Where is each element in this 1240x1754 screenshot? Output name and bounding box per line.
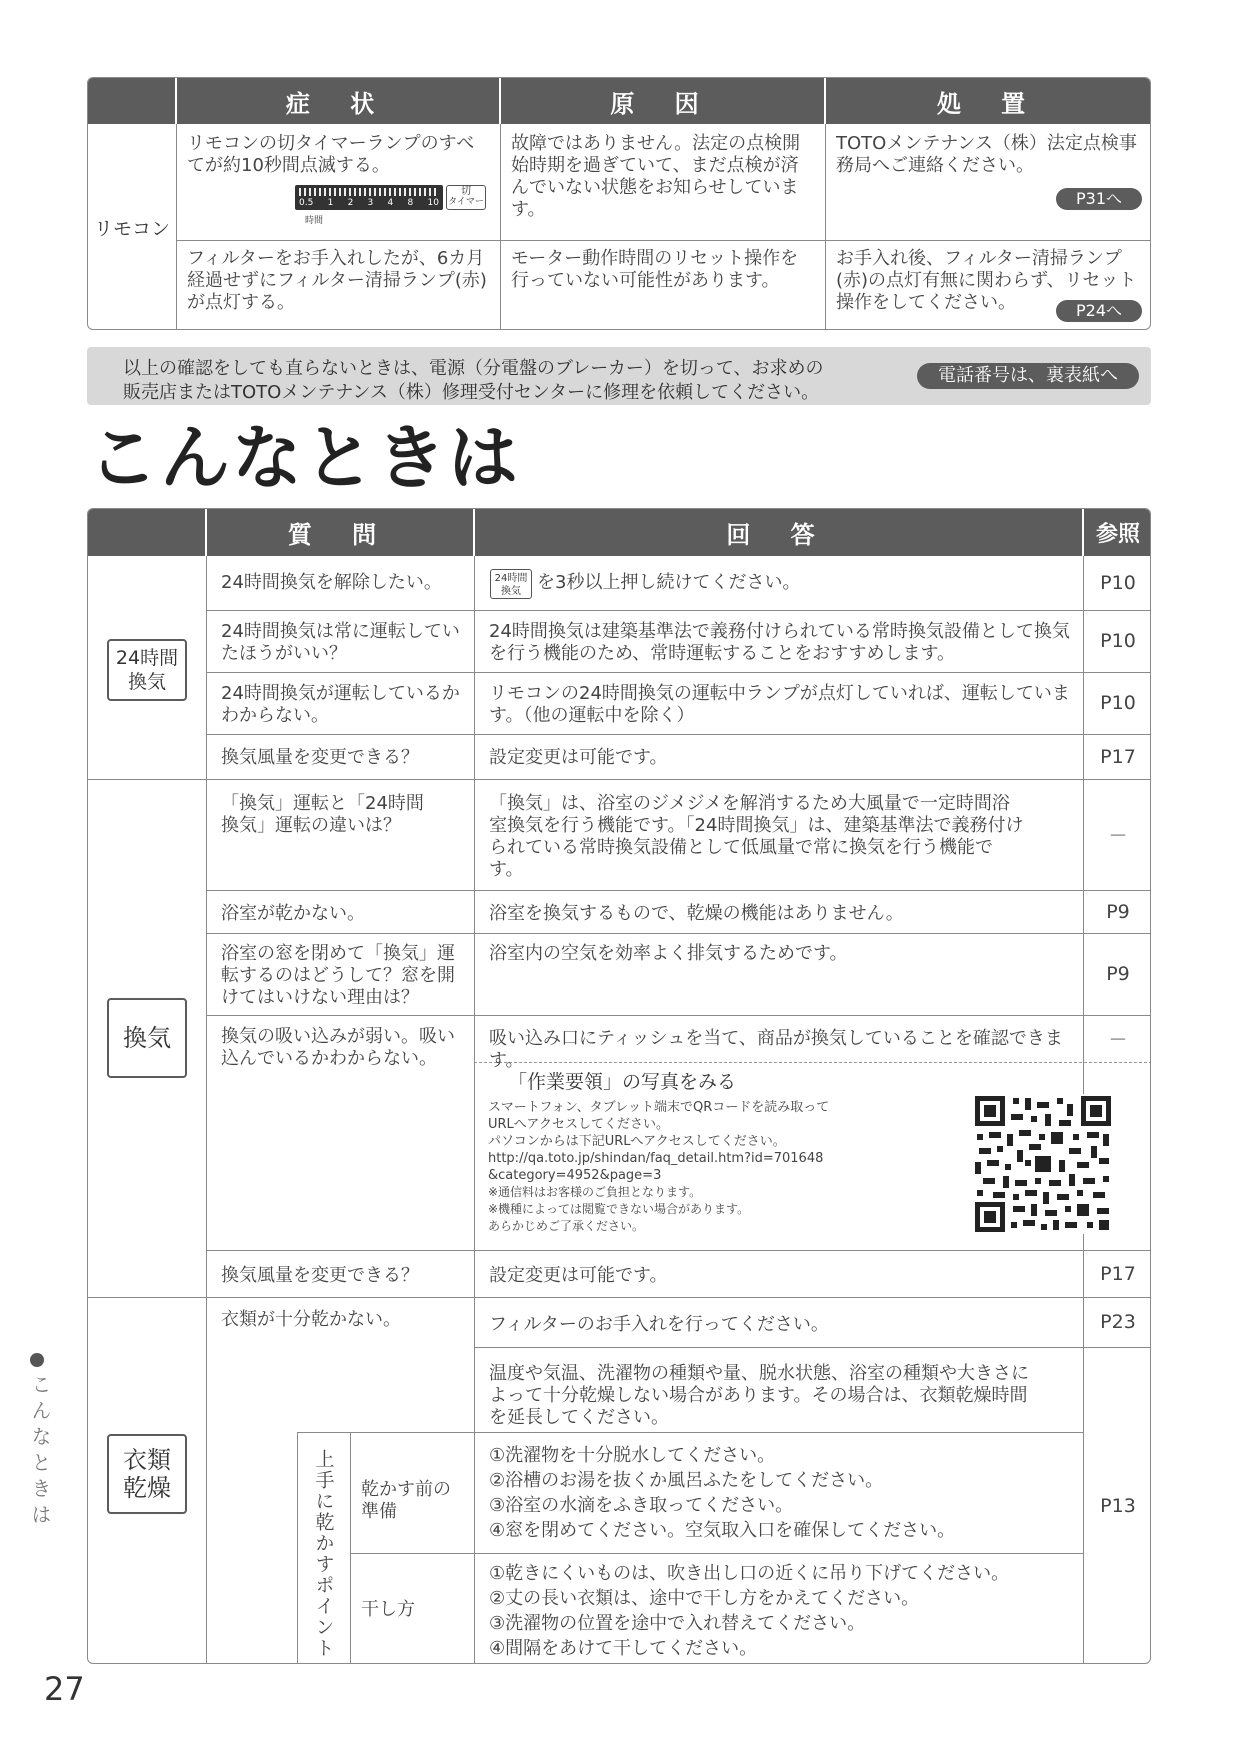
faq-a-1: を3秒以上押し続けてください。	[537, 572, 801, 593]
faq-ref-7: P9	[1106, 963, 1130, 985]
faq-ref-9: P17	[1100, 1262, 1136, 1285]
timer-lamp-illustration	[295, 185, 495, 231]
faq-ref-3: P10	[1100, 692, 1136, 714]
cause-2: モーター動作時間のリセット操作を行っていない可能性があります。	[511, 248, 799, 291]
faq-q-2: 24時間換気は常に運転していたほうがいい？	[221, 621, 460, 664]
faq-ref-11: P13	[1100, 1495, 1136, 1517]
category-clothes-drying: 衣類乾燥	[107, 1434, 187, 1514]
section-title: こんなときは	[88, 417, 520, 499]
qr-line-6: ※通信料はお客様のご負担となります。	[488, 1185, 702, 1199]
qr-url-line-2[interactable]: &category=4952&page=3	[488, 1168, 662, 1183]
faq-q-6: 浴室が乾かない。	[221, 903, 365, 924]
faq-ref-10: P23	[1100, 1311, 1136, 1333]
qr-line-1: スマートフォン、タブレット端末でQRコードを読み取って	[488, 1100, 830, 1115]
category-ventilation: 換気	[107, 998, 187, 1078]
page-number: 27	[44, 1670, 85, 1708]
trouble-table	[87, 77, 1151, 330]
notice-bar	[87, 347, 1151, 405]
faq-table	[87, 508, 1151, 1664]
faq-q-8: 換気の吸い込みが弱い。吸い込んでいるかわからない。	[221, 1026, 455, 1069]
faq-header-answer: 回 答	[475, 509, 1083, 556]
faq-ref-6: P9	[1106, 900, 1130, 923]
notice-line-2: 販売店またはTOTOメンテナンス（株）修理受付センターに修理を依頼してください。	[123, 382, 820, 403]
faq-a-10: フィルターのお手入れを行ってください。	[489, 1314, 829, 1335]
symptom-2: フィルターをお手入れしたが、6カ月経過せずにフィルター清掃ランプ(赤)が点灯する。	[187, 248, 487, 313]
tip-prep-4: ④窓を閉めてください。空気取入口を確保してください。	[489, 1520, 956, 1541]
qr-url-line-1[interactable]: http://qa.toto.jp/shindan/faq_detail.htm?id=701648	[488, 1151, 824, 1166]
header-cause: 原 因	[501, 78, 825, 124]
tip-prep-3: ③浴室の水滴をふき取ってください。	[489, 1495, 794, 1516]
ref-p31-pill[interactable]: P31へ	[1056, 188, 1142, 210]
faq-a-9: 設定変更は可能です。	[489, 1265, 668, 1286]
faq-a-11: 温度や気温、洗濯物の種類や量、脱水状態、浴室の種類や大きさによって十分乾燥しない場合があります。その場合は、衣類乾燥時間を延長してください。	[489, 1363, 1029, 1428]
faq-header-ref: 参照	[1084, 509, 1151, 556]
qr-line-8: あらかじめご了承ください。	[488, 1219, 645, 1233]
timer-off-button: 切 タイマー	[446, 185, 486, 210]
tips-label-vertical: 上手に乾かすポイント	[312, 1449, 335, 1659]
qr-line-3: パソコンからは下記URLへアクセスしてください。	[488, 1134, 786, 1149]
faq-ref-5: －	[1108, 825, 1128, 847]
action-1: TOTOメンテナンス（株）法定点検事務局へご連絡ください。	[836, 133, 1137, 176]
qr-title: 「作業要領」の写真をみる	[508, 1071, 737, 1093]
category-remote: リモコン	[93, 218, 170, 240]
faq-q-10: 衣類が十分乾かない。	[221, 1309, 401, 1330]
tip-hang-3: ③洗濯物の位置を途中で入れ替えてください。	[489, 1613, 866, 1634]
tip-prep-1: ①洗濯物を十分脱水してください。	[489, 1445, 776, 1466]
faq-a-8: 吸い込み口にティッシュを当て、商品が換気していることを確認できます。	[489, 1028, 1063, 1071]
timer-time-label: 時間	[305, 216, 324, 226]
faq-ref-4: P17	[1100, 745, 1136, 768]
faq-q-4: 換気風量を変更できる？	[221, 747, 419, 768]
faq-a-2: 24時間換気は建築基準法で義務付けられている常時換気設備として換気を行う機能のため、常時運転することをおすすめします。	[489, 621, 1070, 664]
faq-ref-1: P10	[1100, 572, 1136, 594]
action-2: お手入れ後、フィルター清掃ランプ(赤)の点灯有無に関わらず、リセット操作をしてください。	[836, 248, 1137, 313]
ref-p24-pill[interactable]: P24へ	[1056, 300, 1142, 322]
header-corner	[88, 78, 176, 124]
24h-ventilation-button-icon: 24時間換気	[490, 569, 532, 599]
qr-line-2: URLへアクセスしてください。	[488, 1117, 670, 1132]
faq-a-3: リモコンの24時間換気の運転中ランプが点灯していれば、運転しています。（他の運転中を除く）	[489, 683, 1070, 726]
header-action: 処 置	[826, 78, 1151, 124]
faq-a-6: 浴室を換気するもので、乾燥の機能はありません。	[489, 903, 904, 924]
faq-q-5: 「換気」運転と「24時間換気」運転の違いは？	[221, 793, 424, 836]
tip-label-prep: 乾かす前の準備	[361, 1479, 451, 1522]
side-bullet-icon	[30, 1353, 44, 1367]
faq-q-3: 24時間換気が運転しているかわからない。	[221, 683, 460, 726]
side-label: こんなときは	[28, 1374, 52, 1530]
header-symptom: 症 状	[177, 78, 500, 124]
notice-line-1: 以上の確認をしても直らないときは、電源（分電盤のブレーカー）を切って、お求めの	[123, 358, 824, 379]
faq-a-7: 浴室内の空気を効率よく排気するためです。	[489, 943, 848, 964]
tip-hanging-list	[475, 1561, 1083, 1661]
tip-hang-1: ①乾きにくいものは、吹き出し口の近くに吊り下げてください。	[489, 1563, 1010, 1584]
category-24h-ventilation: 24時間換気	[107, 639, 187, 701]
faq-a-4: 設定変更は可能です。	[489, 747, 668, 768]
qr-info-box	[488, 1069, 928, 1249]
cause-1: 故障ではありません。法定の点検開始時期を過ぎていて、まだ点検が済んでいない状態をお知らせしています。	[511, 133, 801, 220]
faq-q-7: 浴室の窓を閉めて「換気」運転するのはどうして？窓を開けてはいけない理由は？	[221, 943, 455, 1008]
faq-q-9: 換気風量を変更できる？	[221, 1265, 419, 1286]
qr-code-icon[interactable]	[973, 1094, 1113, 1234]
tip-hang-2: ②丈の長い衣類は、途中で干し方をかえてください。	[489, 1588, 920, 1609]
tip-prep-2: ②浴槽のお湯を抜くか風呂ふたをしてください。	[489, 1470, 884, 1491]
faq-header-corner	[88, 509, 206, 556]
tip-prep-list	[475, 1443, 1083, 1543]
tip-label-hanging: 干し方	[361, 1599, 415, 1620]
symptom-1: リモコンの切タイマーランプのすべてが約10秒間点滅する。	[187, 133, 475, 176]
faq-q-1: 24時間換気を解除したい。	[221, 572, 442, 593]
faq-header-question: 質 問	[207, 509, 474, 556]
qr-line-7: ※機種によっては閲覧できない場合があります。	[488, 1202, 750, 1216]
phone-number-pill[interactable]: 電話番号は、裏表紙へ	[917, 363, 1139, 389]
timer-ticks: 0.5 1 2 3 4 8 10	[299, 198, 439, 208]
tip-hang-4: ④間隔をあけて干してください。	[489, 1638, 758, 1659]
faq-a-5: 「換気」は、浴室のジメジメを解消するため大風量で一定時間浴室換気を行う機能です。「24時間換気」は、建築基準法で義務付けられている常時換気設備として低風量で常に換気を行う機能です。	[489, 793, 1024, 880]
faq-ref-8: －	[1108, 1029, 1128, 1051]
faq-ref-2: P10	[1100, 630, 1136, 652]
